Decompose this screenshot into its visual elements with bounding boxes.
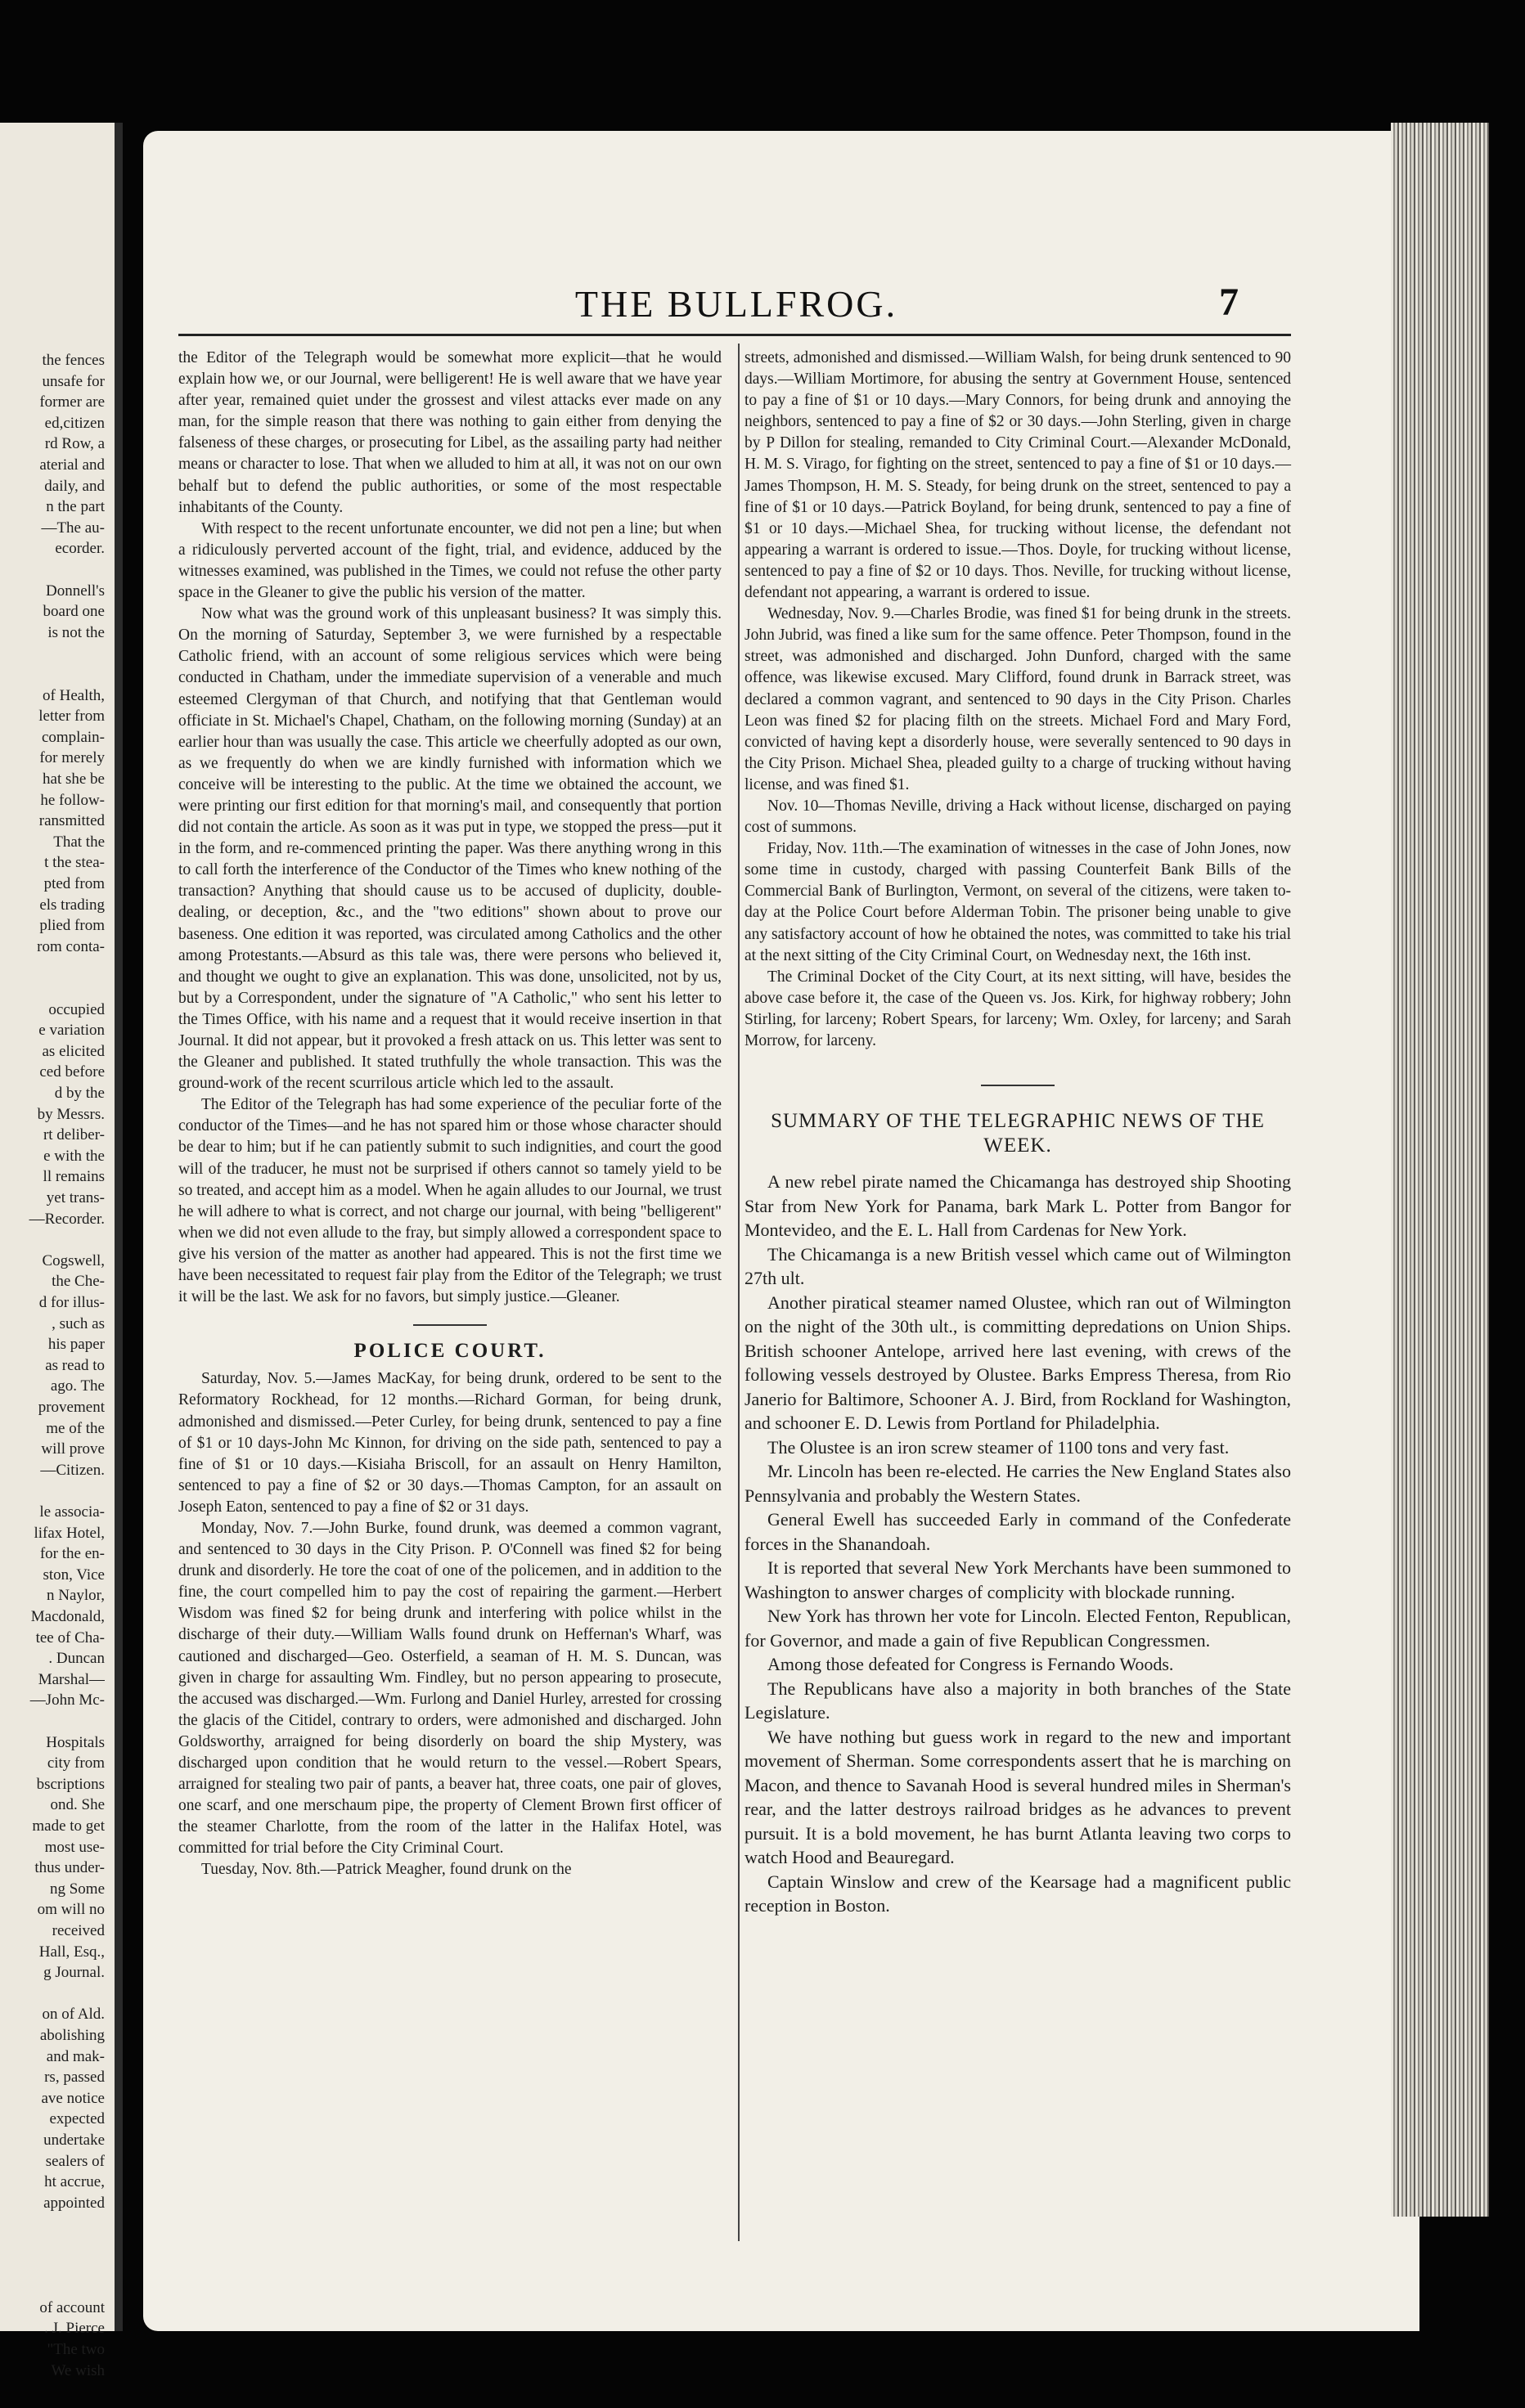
police-court-paragraph: Wednesday, Nov. 9.—Charles Brodie, was fined $1 for being drunk in the streets. John Jubrid, was fined a like sum for the same offence. Peter Thompson, found in the street, was admonished and discharged. John Dunford, charged with the same offence, was likewise excused. Mary Clifford, found drunk in Barrack street, was declared a common vagrant, and sentenced to 90 days in the City Prison. Charles Leon was fined $2 for placing filth on the streets. Michael Ford and Mary Ford, convicted of having kept a disorderly house, were severally sentenced to 90 days in the City Prison. Michael Shea, pleaded guilty to a charge of trucking without having license, and was fined $1. [745, 605, 1291, 793]
left-page-line: . J. Pierce [44, 2320, 105, 2338]
left-page-line: t the stea- [44, 854, 105, 872]
police-court-paragraph: streets, admonished and dismissed.—William Walsh, for being drunk sentenced to 90 days.—William Mortimore, for abusing the sentry at Government House, sentenced to pay a fine of $1 or 10 days.—Mary Connors, for being drunk and annoying the neighbors, sentenced to pay a fine of $2 or 30 days.—John Sterling, given in charge by P Dillon for stealing, remanded to City Criminal Court.—Alexander McDonald, H. M. S. Virago, for fighting on the street, sentenced to pay a fine of $1 or 10 days.—James Thompson, H. M. S. Steady, for being drunk on the street, sentenced to pay a fine of $1 or 10 days.—Patrick Boyland, for being drunk, sentenced to pay a fine of $1 or 10 days.—Michael Shea, for trucking without license, the defendant not appearing a warrant is ordered to issue.—Thos. Doyle, for trucking without license, sentenced to pay a fine of $2 or 10 days. Thos. Neville, for trucking without license, defendant not appearing, a warrant is ordered to issue. [745, 349, 1291, 602]
left-page-line: ced before [39, 1063, 105, 1081]
summary-paragraph: The Olustee is an iron screw steamer of 1100 tons and very fast. [767, 1436, 1230, 1458]
left-page-line: ave notice [41, 2089, 105, 2107]
left-page-line: "The two [47, 2341, 105, 2358]
left-page-line: complain- [41, 728, 105, 746]
summary-paragraph: Mr. Lincoln has been re-elected. He carries the New England States also Pennsylvania and probably the Western States. [745, 1461, 1291, 1506]
left-page-line: . Duncan [48, 1650, 105, 1668]
left-page-line: rt deliber- [43, 1126, 105, 1144]
left-page-line: lifax Hotel, [34, 1524, 105, 1542]
page-number: 7 [1219, 281, 1239, 324]
left-page-line: by Messrs. [37, 1105, 105, 1123]
left-page-line: for the en- [39, 1545, 105, 1563]
right-column-police [745, 348, 1291, 1158]
left-column [178, 348, 722, 1881]
left-page-line: ll remains [43, 1168, 105, 1186]
summary-paragraph: Captain Winslow and crew of the Kearsage had a magnificent public reception in Boston. [745, 1871, 1291, 1916]
police-court-heading: POLICE COURT. [353, 1340, 547, 1363]
left-page-line: the fences [42, 352, 105, 369]
left-page-line: will prove [41, 1440, 105, 1458]
left-page-line: ng Some [49, 1880, 105, 1898]
left-page-line: ston, Vice [43, 1566, 105, 1584]
left-page-line: tee of Cha- [35, 1629, 105, 1647]
police-court-paragraph: Nov. 10—Thomas Neville, driving a Hack without license, discharged on paying cost of summons. [745, 797, 1291, 837]
summary-paragraph: General Ewell has succeeded Early in command of the Confederate forces in the Shanandoah. [745, 1509, 1291, 1554]
left-page-line: ond. She [50, 1796, 105, 1814]
summary-paragraph: New York has thrown her vote for Lincoln. Elected Fenton, Republican, for Governor, and made a gain of five Republican Congressmen. [745, 1606, 1291, 1651]
left-page-line: of Health, [43, 686, 105, 704]
police-court-paragraph: Tuesday, Nov. 8th.—Patrick Meagher, found drunk on the [201, 1861, 572, 1879]
police-court-paragraph: Monday, Nov. 7.—John Burke, found drunk, was deemed a common vagrant, and sentenced to 30 days in the City Prison. P. O'Connell was fined $2 for being drunk and disorderly. He tore the coat of one of the policemen, and in addition to the fine, the court compelled him to pay the cost of repairing the garment.—Herbert Wisdom was fined $2 for being drunk and interfering with police whilst in the discharge of their duty.—William Walls found drunk on Heffernan's Wharf, was cautioned and discharged—Geo. Osterfield, a seaman of H. M. S. Duncan, was given in charge for assaulting Wm. Findley, but no person appearing to prosecute, the accused was discharged.—Wm. Furlong and Daniel Hurley, arrested for crossing the glacis of the Citidel, contrary to orders, were admonished and discharged. John Goldsworthy, arraigned for being disorderly on board the ship Mystery, was discharged upon condition that he would return to the vessel.—Robert Spears, arraigned for stealing two pair of pants, a beaver hat, three coats, one pair of gloves, one scarf, and one merschaum pipe, the property of Clement Brown first officer of the steamer Charlotte, from the room of the latter in the Halifax Hotel, was committed for trial before the City Criminal Court. [178, 1519, 722, 1858]
summary-paragraph: The Republicans have also a majority in both branches of the State Legislature. [745, 1678, 1291, 1723]
article-paragraph: the Editor of the Telegraph would be somewhat more explicit—that he would explain how we, or our Journal, were belligerent! He is well aware that we have year after year, remained quiet under the grossest and vilest attacks ever made on any man, for the simple reason that there was nothing to gain either from denying the falseness of these charges, or prosecuting for Libel, as the assailing party had neither means or character to lose. That when we alluded to him at all, it was not on our own behalf but to defend the public authorities, or some of the most respectable inhabitants of the County. [178, 349, 722, 516]
left-page-line: occupied [48, 1000, 105, 1018]
left-page-line: as elicited [42, 1042, 105, 1060]
left-page-line: n the part [46, 498, 105, 516]
summary-paragraph: It is reported that several New York Merchants have been summoned to Washington to answer charges of complicity with blockade running. [745, 1557, 1291, 1602]
left-page-line: Marshal— [38, 1670, 105, 1688]
left-page-line: n Naylor, [47, 1587, 105, 1605]
left-page-line: most use- [44, 1838, 105, 1856]
left-page-line: ransmitted [38, 812, 105, 830]
left-page-line: els trading [39, 896, 105, 914]
left-page-line: d for illus- [38, 1294, 105, 1311]
police-court-paragraph: Saturday, Nov. 5.—James MacKay, for being drunk, ordered to be sent to the Reformatory Rockhead, for 12 months.—Richard Gorman, for being drunk, admonished and dismissed.—Peter Curley, for being drunk, sentenced to pay a fine of $1 or 10 days-John Mc Kinnon, for driving on the side path, sentenced to pay a fine of $1 or 10 days.—Kisiaha Briscoll, for an assault on Henry Hamilton, sentenced to pay a fine of $2 or 30 days.—Thomas Campton, for an assault on Joseph Eaton, sentenced to pay a fine of $2 or 31 days. [178, 1370, 722, 1516]
left-page-line: on of Ald. [42, 2006, 105, 2024]
left-page-line: Hall, Esq., [38, 1943, 105, 1961]
left-page-line: letter from [38, 708, 105, 726]
left-page-line: le associa- [39, 1503, 105, 1521]
police-court-paragraph: The Criminal Docket of the City Court, at its next sitting, will have, besides the above case before it, the case of the Queen vs. Jos. Kirk, for highway robbery; John Stirling, for larceny; Robert Spears, for larceny; Wm. Oxley, for larceny; and Sarah Morrow, for larceny. [745, 968, 1291, 1049]
left-page-line: received [52, 1922, 105, 1939]
left-page-line: and mak- [46, 2047, 105, 2065]
left-page-line: as read to [45, 1356, 105, 1374]
left-page-line: , such as [52, 1314, 105, 1332]
summary-paragraph: Among those defeated for Congress is Fernando Woods. [767, 1654, 1174, 1675]
left-page-line: undertake [43, 2132, 105, 2149]
left-page-line: former are [39, 393, 105, 411]
summary-column [745, 1170, 1291, 1918]
left-page-line: plied from [39, 917, 105, 935]
left-page-line: city from [47, 1754, 105, 1772]
summary-paragraph: The Chicamanga is a new British vessel which came out of Wilmington 27th ult. [745, 1243, 1291, 1289]
left-page-line: me of the [46, 1419, 105, 1437]
left-page-line: daily, and [44, 477, 105, 495]
left-page-line: provement [38, 1399, 105, 1416]
left-page-line: rs, passed [44, 2069, 105, 2087]
left-page-line: unsafe for [42, 372, 105, 390]
page-title: THE BULLFROG. [574, 283, 898, 325]
left-page-line: —Citizen. [40, 1461, 105, 1479]
summary-paragraph: A new rebel pirate named the Chicamanga has destroyed ship Shooting Star from New York for Panama, bark Mark L. Potter from Bangor for Montevideo, and the E. L. Hall from Cardenas for New York. [745, 1171, 1291, 1241]
left-page-line: made to get [32, 1817, 105, 1835]
left-page-line: om will no [37, 1901, 105, 1919]
left-page-line: expected [49, 2110, 105, 2128]
summary-paragraph: We have nothing but guess work in regard to the new and important movement of Sherman. Some correspondents assert that he is marching on Macon, and thence to Savanah Hood is several hundred miles in Sherman's rear, and the latter destroys railroad bridges as he advances to prevent pursuit. It is a bold movement, he has burnt Atlanta leaving two corps to watch Hood and Beauregard. [745, 1726, 1291, 1868]
left-page-line: board one [43, 603, 105, 621]
left-page-line: is not the [47, 623, 105, 641]
book-edge [1391, 123, 1489, 2217]
column-rule [738, 344, 740, 2241]
left-page-line: We wish [51, 2361, 105, 2379]
left-page-line: g Journal. [43, 1964, 105, 1982]
header-rule [178, 334, 1291, 336]
article-paragraph: With respect to the recent unfortunate encounter, we did not pen a line; but when a ridiculously perverted account of the fight, trial, and evidence, adduced by the witnesses examined, was published in the Times, we could not refuse the other party space in the Gleaner to give the public his version of the matter. [178, 519, 722, 602]
left-page-line: e with the [43, 1147, 105, 1165]
left-page-line: his paper [47, 1336, 105, 1354]
left-page-line: Cogswell, [42, 1251, 105, 1269]
left-page-line: —Recorder. [29, 1210, 105, 1228]
left-page-line: yet trans- [46, 1189, 105, 1206]
article-paragraph: The Editor of the Telegraph has had some experience of the peculiar forte of the conductor of the Times—and he has not spared him or those whose character should be dear to him; but if he can patiently submit to such indignities, and court the good will of the traducer, he must not be surprised if others cannot so tamely yield to be so treated, and accept him as a model. When he again alludes to our Journal, we trust he will adhere to what is correct, and not charge our journal, with being "belligerent" when we did not even allude to the fray, but simply allowed a correspondent space to give his version of the matter as another had appeared. This is not the first time we have been necessitated to request fair play from the Editor of the Telegraph; we trust it will be the last. We ask for no favors, but simply justice.—Gleaner. [178, 1096, 722, 1306]
left-page-line: Macdonald, [30, 1608, 105, 1625]
left-page-line: abolishing [39, 2027, 105, 2044]
article-paragraph: Now what was the ground work of this unpleasant business? It was simply this. On the morning of Saturday, September 3, we were furnished by a respectable Catholic friend, with an account of some religious services which were being conducted in Chatham, under the immediate supervision of a venerable and much esteemed Clergyman of that Church, and notifying that that Gentleman would officiate in St. Michael's Chapel, Chatham, on the following morning (Sunday) at an earlier hour than was usually the case. This article we cheerfully adopted as our own, as we frequently do when we are kindly furnished with information which we conceive will be interesting to the public. At the time we obtained the account, we were printing our first edition for that morning's mail, and consequently that portion did not contain the article. As soon as it was put in type, we stopped the press—put it in the form, and re-commenced printing the paper. Was there anything wrong in this to call forth the interference of the Conductor of the Times who knew nothing of the transaction? Anything that should cause us to be accused of duplicity, double-dealing, or deception, &c., and the "two editions" shown about to prove our baseness. One edition it was reported, was circulated among Catholics and the other among Protestants.—Absurd as this tale was, there were persons who believed it, and thought we ought to give an explanation. This was done, unsolicited, not by us, but by a Correspondent, under the signature of "A Catholic," who sent his letter to the Times Office, with his name and a request that it would receive insertion in that Journal. It did not appear, but it provoked a fresh attack on us. This letter was sent to the Gleaner and published. It stated truthfully the whole transaction. This was the ground-work of the recent scurrilous article which led to the assault. [178, 605, 722, 1093]
left-page-line: for merely [39, 749, 105, 767]
left-page-line: —John Mc- [29, 1691, 105, 1709]
left-page-line: the Che- [52, 1273, 105, 1291]
left-page-line: ecorder. [55, 540, 105, 558]
left-page-line: d by the [54, 1085, 105, 1102]
left-page-line: Donnell's [45, 582, 105, 600]
left-page-line: —The au- [41, 519, 105, 537]
left-page-line: hat she be [43, 770, 105, 788]
left-page-line: Hospitals [46, 1733, 105, 1751]
left-page-line: pted from [43, 875, 105, 892]
left-page-line: thus under- [34, 1859, 105, 1877]
left-page-line: bscriptions [36, 1775, 105, 1793]
left-page-line: aterial and [39, 456, 105, 474]
left-page-line: sealers of [45, 2152, 105, 2170]
left-page-line: rd Row, a [44, 435, 105, 453]
left-page-line: ed,citizen [44, 414, 105, 432]
police-court-paragraph: Friday, Nov. 11th.—The examination of witnesses in the case of John Jones, now some time in custody, charged with passing Counterfeit Bank Bills of the Commercial Bank of Burlington, Vermont, on several of the citizens, were taken to-day at the Police Court before Alderman Tobin. The prisoner being unable to give any satisfactory account of how he obtained the notes, was committed to take his trial at the next sitting of the City Criminal Court, on Wednesday next, the 16th inst. [745, 840, 1291, 964]
left-page-line: rom conta- [37, 937, 105, 955]
summary-paragraph: Another piratical steamer named Olustee, which ran out of Wilmington on the night of the 30th ult., is committing depredations on Union Ships. British schooner Antelope, arrived here last evening, with crews of the following vessels destroyed by Olustee. Barks Empress Theresa, from Rio Janerio for Baltimore, Schooner A. J. Bird, from Rockland for Washington, and schooner E. D. Lewis from Portland for Philadelphia. [745, 1292, 1291, 1434]
summary-heading: SUMMARY OF THE TELEGRAPHIC NEWS OF THE WEEK. [771, 1110, 1265, 1157]
left-page-line: That the [53, 833, 105, 851]
left-page-line: appointed [43, 2194, 105, 2212]
left-page-line: ht accrue, [44, 2173, 105, 2191]
left-page-line: he follow- [40, 791, 105, 809]
left-page-line: e variation [38, 1022, 105, 1040]
left-page-line: ago. The [50, 1377, 105, 1395]
left-page-line: of account [39, 2298, 105, 2316]
